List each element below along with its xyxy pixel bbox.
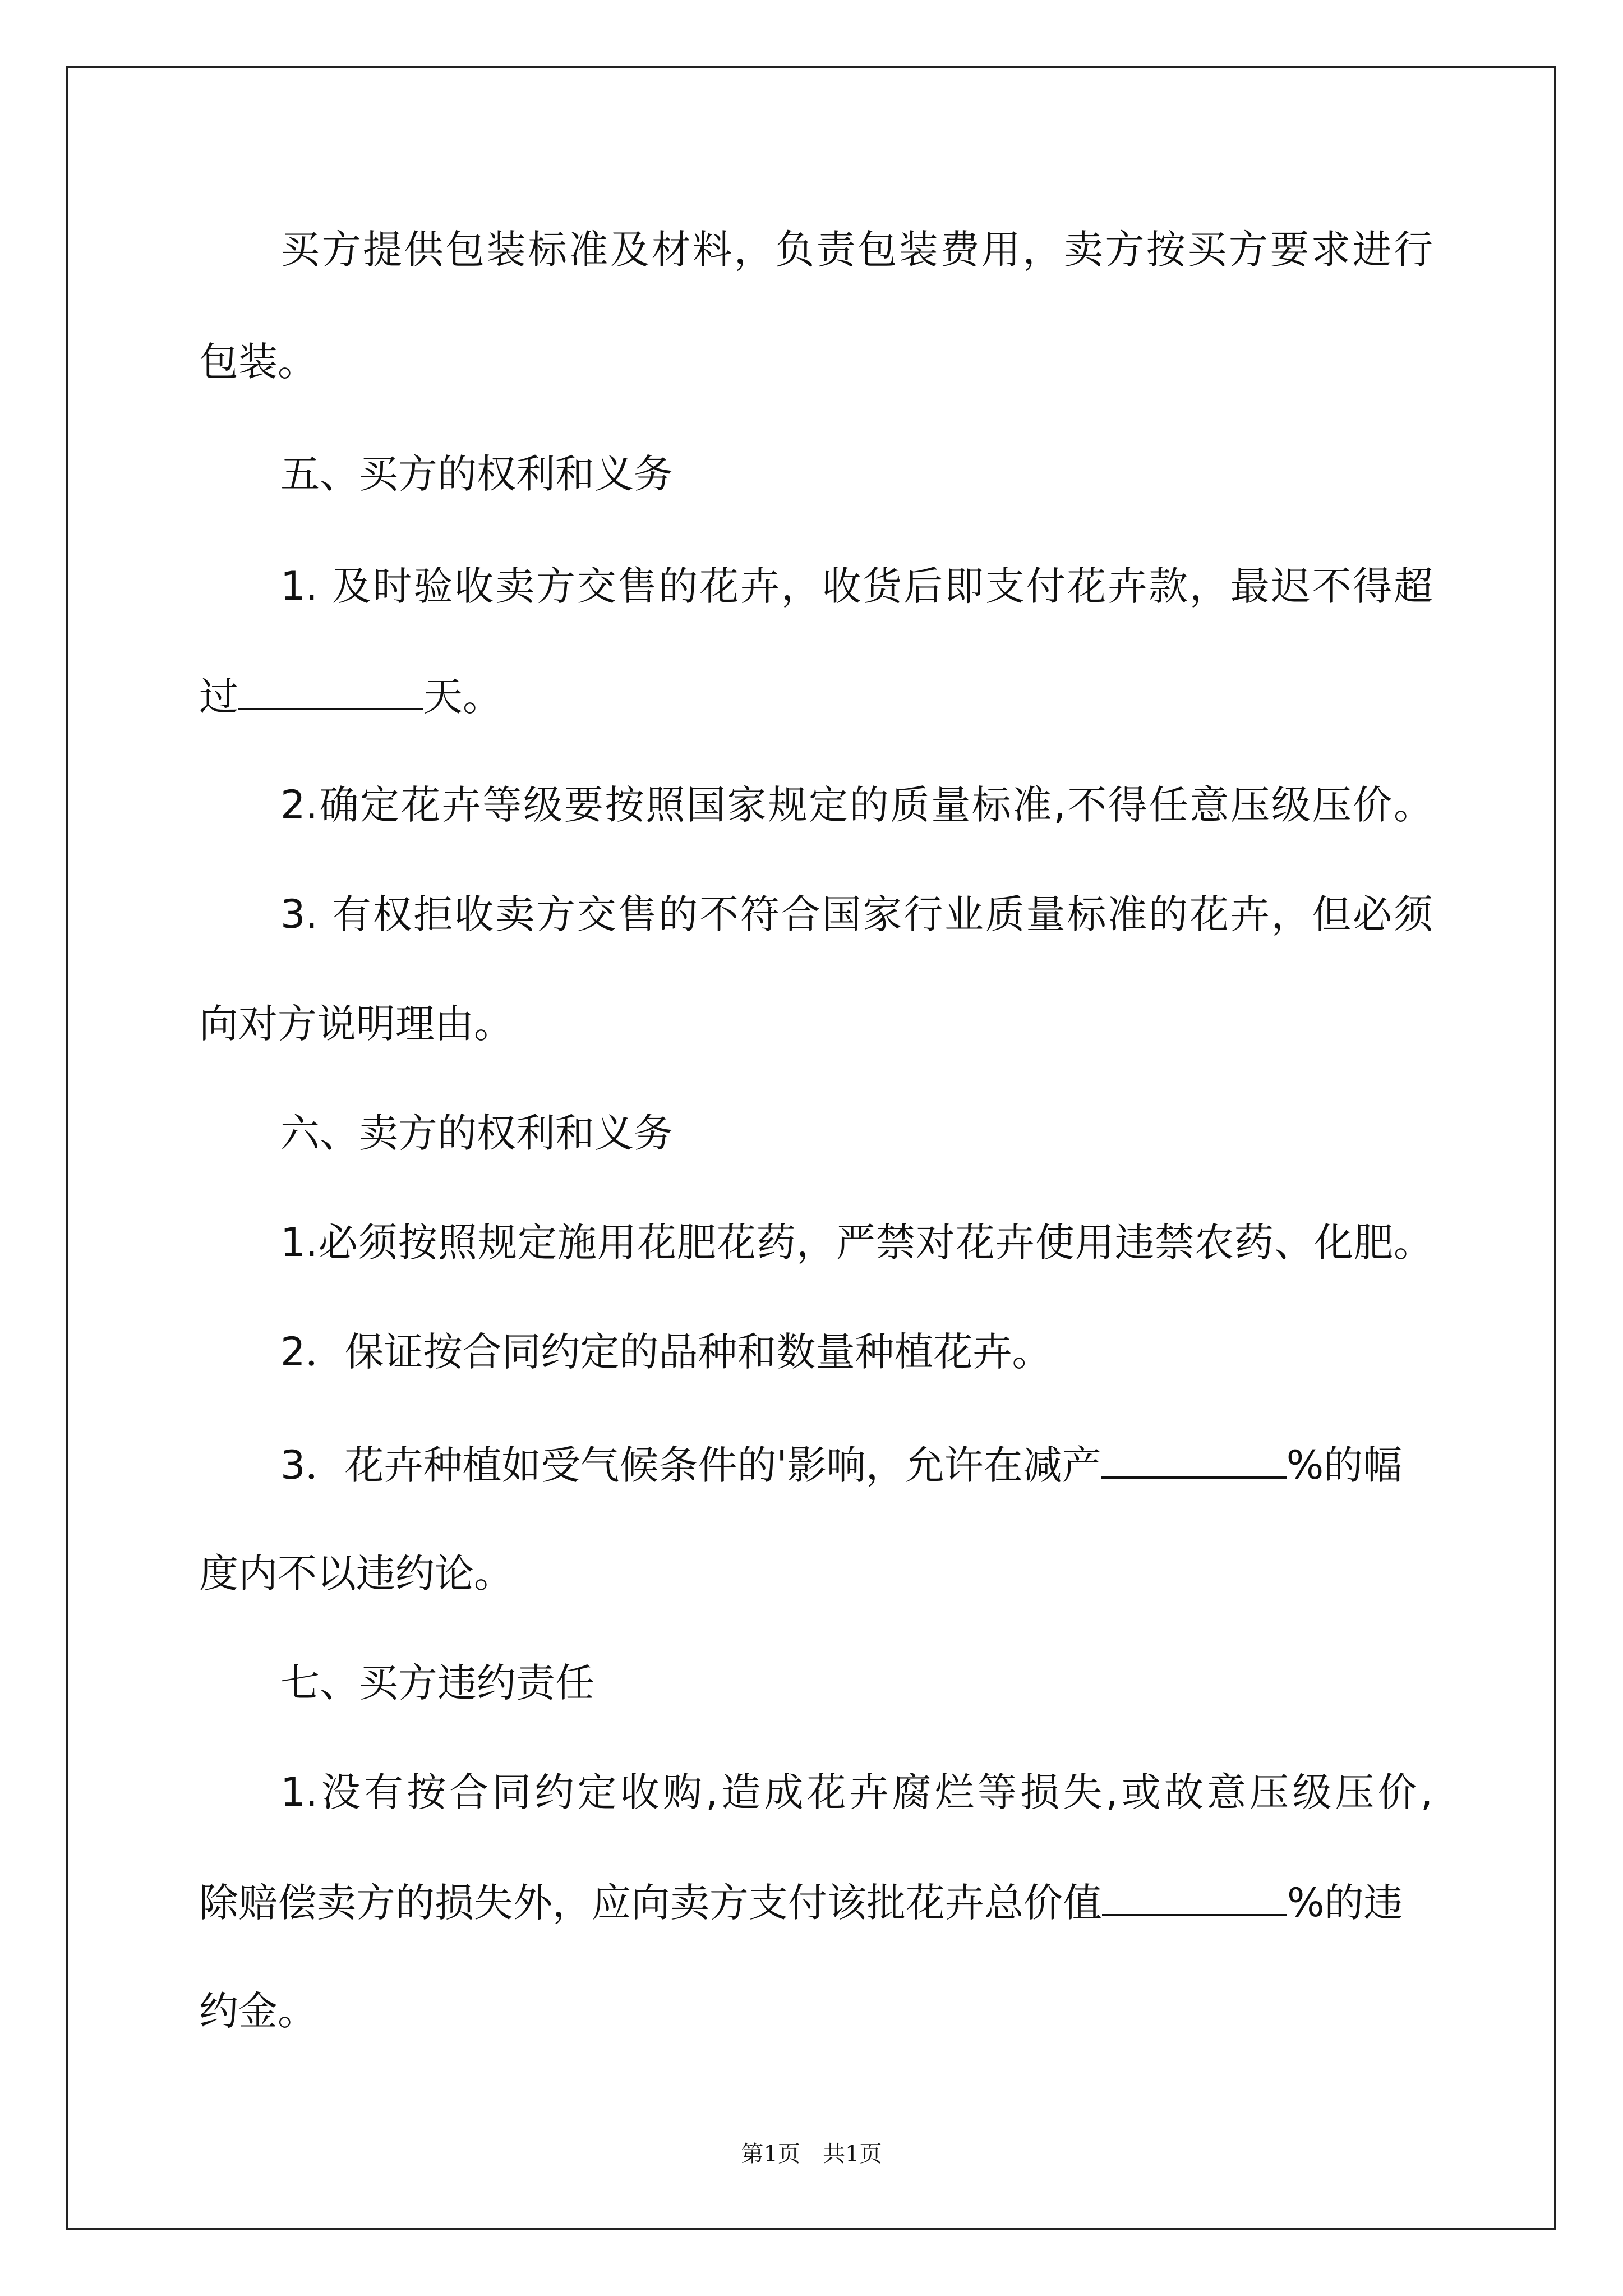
fill-in-blank [238, 673, 423, 710]
text-fragment: 除赔偿卖方的损失外，应向卖方支付该批花卉总价值 [199, 1880, 1102, 1926]
page-number-footer: 第1页 共1页 [741, 2141, 882, 2167]
text-fragment: 天。 [423, 674, 502, 720]
section-heading: 五、买方的权利和义务 [280, 451, 673, 497]
paragraph-line: 2.确定花卉等级要按照国家规定的质量标准,不得任意压级压价。 [280, 782, 1433, 828]
paragraph-line: 1. 及时验收卖方交售的花卉，收货后即支付花卉款，最迟不得超 [280, 563, 1433, 609]
section-heading: 六、卖方的权利和义务 [280, 1110, 673, 1156]
paragraph-line: 买方提供包装标准及材料，负责包装费用，卖方按买方要求进行 [280, 227, 1433, 273]
paragraph-line [199, 1879, 1403, 1925]
paragraph-line: 向对方说明理由。 [199, 1001, 513, 1047]
text-fragment: %的违 [1287, 1880, 1403, 1926]
fill-in-blank [1101, 1442, 1287, 1479]
paragraph-line: 1.必须按照规定施用花肥花药，严禁对花卉使用违禁农药、化肥。 [280, 1220, 1433, 1266]
paragraph-line [280, 1442, 1402, 1488]
paragraph-line: 包装。 [199, 339, 317, 385]
fill-in-blank [1102, 1879, 1287, 1916]
text-fragment: 过 [199, 674, 238, 720]
section-heading: 七、买方违约责任 [280, 1660, 594, 1706]
paragraph-line: 2．保证按合同约定的品种和数量种植花卉。 [280, 1329, 1052, 1375]
text-fragment: 3．花卉种植如受气候条件的'影响，允许在减产 [280, 1442, 1101, 1488]
paragraph-line [199, 673, 502, 719]
paragraph-line: 约金。 [199, 1988, 317, 2034]
paragraph-line: 1.没有按合同约定收购,造成花卉腐烂等损失,或故意压级压价, [280, 1769, 1433, 1815]
paragraph-line: 3. 有权拒收卖方交售的不符合国家行业质量标准的花卉，但必须 [280, 891, 1433, 937]
text-fragment: %的幅 [1286, 1442, 1403, 1488]
paragraph-line: 度内不以违约论。 [199, 1550, 513, 1596]
